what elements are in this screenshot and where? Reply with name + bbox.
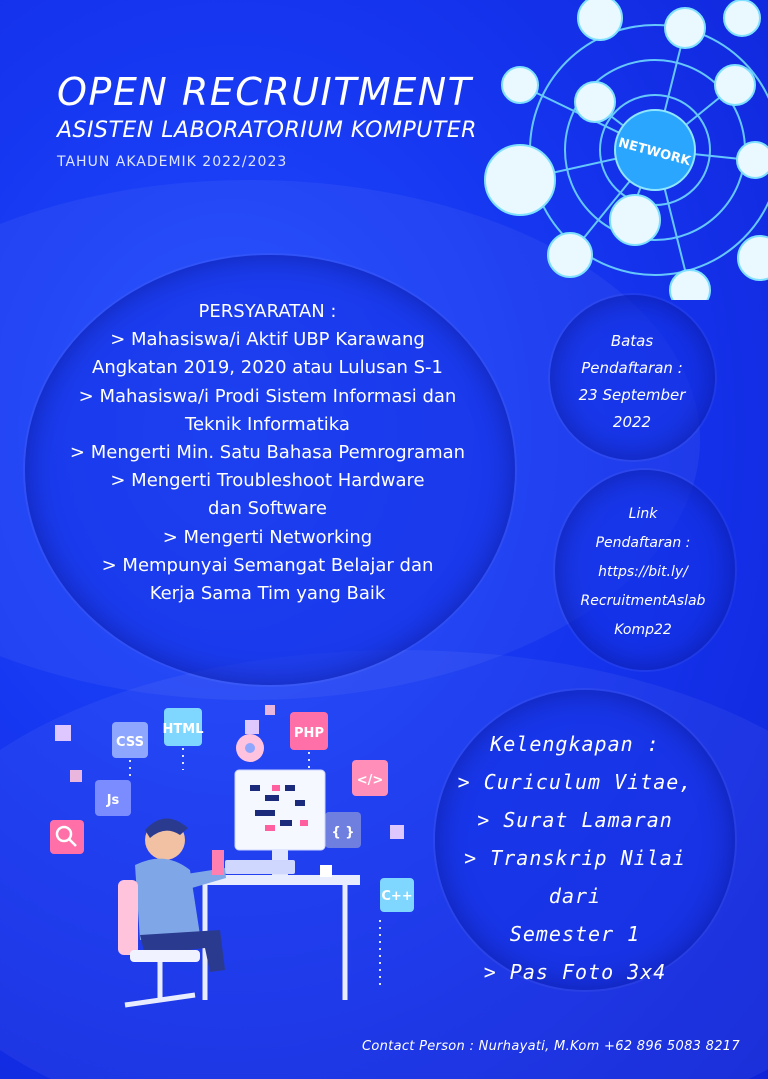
deadline-line: Batas [610,332,654,350]
academic-year: TAHUN AKADEMIK 2022/2023 [57,154,288,170]
registration-url[interactable]: RecruitmentAslab [580,593,706,609]
requirement-line: > Mengerti Troubleshoot Hardware [110,470,425,492]
registration-url[interactable]: https://bit.ly/ [598,564,688,580]
requirement-line: Angkatan 2019, 2020 atau Lulusan S-1 [92,357,443,379]
documents-heading: Kelengkapan : [490,732,660,756]
document-item: > Transkrip Nilai dari [464,846,686,908]
page-title: OPEN RECRUITMENT [57,70,473,114]
html-tag: HTML [162,722,204,737]
requirement-line: Kerja Sama Tim yang Baik [149,583,386,605]
search-icon [50,820,84,854]
monitor [235,770,325,850]
js-tag: Js [106,793,120,808]
document-item: Semester 1 [509,922,641,946]
requirement-line: > Mengerti Min. Satu Bahasa Pemrograman [69,442,466,464]
keyboard [225,860,295,874]
person-body [135,859,200,940]
requirements-block [45,298,490,608]
css-tag: CSS [116,735,144,750]
contact-person: Contact Person : Nurhayati, M.Kom +62 896 5083 8217 [362,1039,740,1054]
page-subtitle: ASISTEN LABORATORIUM KOMPUTER [57,118,477,143]
registration-url[interactable]: Komp22 [614,622,672,638]
requirement-line: > Mahasiswa/i Prodi Sistem Informasi dan [78,385,457,407]
registration-link-block [563,500,723,645]
requirement-line: dan Software [208,498,327,520]
requirement-line: Teknik Informatika [185,413,350,435]
documents-block [440,725,710,991]
document-item: > Surat Lamaran [477,808,673,832]
link-line: Link [628,506,658,522]
cpp-tag: C++ [381,889,413,904]
requirement-line: > Mengerti Networking [162,526,373,548]
deadline-line: Pendaftaran : [581,359,683,377]
deadline-line: 23 September [578,386,686,404]
deadline-block [562,328,702,436]
chair [118,880,138,955]
braces-tag: { } [331,825,355,840]
deadline-line: 2022 [612,413,652,431]
link-line: Pendaftaran : [595,535,691,551]
document-item: > Pas Foto 3x4 [483,960,667,984]
requirement-line: > Mahasiswa/i Aktif UBP Karawang [110,329,425,351]
requirements-heading: PERSYARATAN : [198,301,337,322]
php-tag: PHP [294,726,324,741]
programmer-illustration [40,700,430,1030]
code-tag: </> [356,773,384,788]
network-globe-icon [480,0,768,300]
requirement-line: > Mempunyai Semangat Belajar dan [101,554,434,576]
network-label: NETWORK [616,135,693,170]
document-item: > Curiculum Vitae, [457,770,693,794]
